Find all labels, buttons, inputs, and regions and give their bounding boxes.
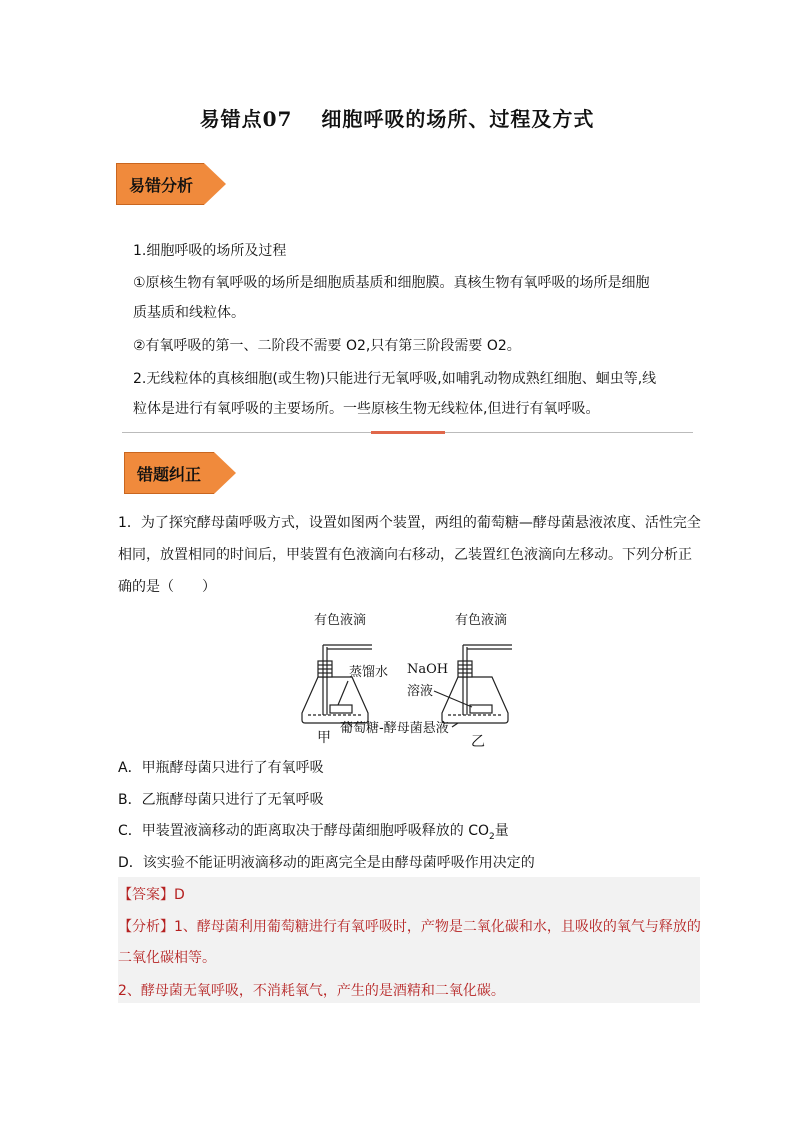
label-suspension: 葡萄糖-酵母菌悬液 (340, 721, 449, 736)
option-d: D．该实验不能证明液滴移动的距离完全是由酵母菌呼吸作用决定的 (118, 855, 535, 871)
analysis-tag: 【分析】 (118, 919, 174, 935)
analysis-line-6: 粒体是进行有氧呼吸的主要场所。一些原核生物无线粒体,但进行有氧呼吸。 (133, 401, 600, 417)
banner-label: 错题纠正 (124, 452, 214, 494)
beaker-right (470, 705, 492, 713)
analysis-line-1: 1.细胞呼吸的场所及过程 (133, 243, 287, 259)
label-naoh-solution: 溶液 (407, 684, 434, 699)
banner-label: 易错分析 (116, 163, 204, 205)
option-a: A．甲瓶酵母菌只进行了有氧呼吸 (118, 760, 324, 776)
question-line-1: 1．为了探究酵母菌呼吸方式，设置如图两个装置，两组的葡萄糖—酵母菌悬液浓度、活性完全 (118, 515, 701, 531)
answer-tag: 【答案】 (118, 887, 174, 903)
analysis-line-2: ①原核生物有氧呼吸的场所是细胞质基质和细胞膜。真核生物有氧呼吸的场所是细胞 (133, 275, 650, 291)
analysis-line-a (118, 912, 701, 942)
analysis-text-3: 2、酵母菌无氧呼吸，不消耗氧气，产生的是酒精和二氧化碳。 (118, 983, 505, 999)
divider-accent (371, 431, 445, 434)
section-banner-analysis (116, 163, 226, 205)
label-naoh: NaOH (407, 662, 449, 677)
question-line-3: 确的是（ ） (118, 579, 216, 595)
question-line-2: 相同，放置相同的时间后，甲装置有色液滴向右移动，乙装置红色液滴向左移动。下列分析正 (118, 547, 692, 563)
analysis-text-1: 1、酵母菌利用葡萄糖进行有氧呼吸时，产物是二氧化碳和水，且吸收的氧气与释放的 (174, 919, 701, 935)
option-c-suffix: 量 (494, 823, 509, 839)
beaker-left (330, 705, 352, 713)
banner-arrow-icon (204, 163, 226, 205)
section-banner-correction (124, 452, 236, 494)
label-water: 蒸馏水 (349, 665, 389, 680)
answer-line (118, 880, 185, 910)
option-b: B．乙瓶酵母菌只进行了无氧呼吸 (118, 792, 324, 808)
label-yi: 乙 (471, 734, 485, 750)
analysis-text-2: 二氧化碳相等。 (118, 950, 216, 966)
label-drop-right: 有色液滴 (455, 613, 508, 628)
analysis-line-3: 质基质和线粒体。 (133, 305, 245, 321)
flask-right (442, 677, 508, 723)
label-jia: 甲 (317, 730, 331, 746)
analysis-line-4: ②有氧呼吸的第一、二阶段不需要 O2,只有第三阶段需要 O2。 (133, 338, 521, 354)
banner-arrow-icon (214, 452, 236, 494)
analysis-line-5: 2.无线粒体的真核细胞(或生物)只能进行无氧呼吸,如哺乳动物成熟红细胞、蛔虫等,线 (133, 371, 657, 387)
option-c-text: C．甲装置液滴移动的距离取决于酵母菌细胞呼吸释放的 CO (118, 823, 490, 839)
option-c-subscript: 2 (489, 831, 495, 842)
label-drop-left: 有色液滴 (314, 613, 367, 628)
page-title: 易错点07 细胞呼吸的场所、过程及方式 (199, 107, 595, 131)
answer-value: D (174, 887, 185, 903)
option-c (118, 816, 509, 852)
